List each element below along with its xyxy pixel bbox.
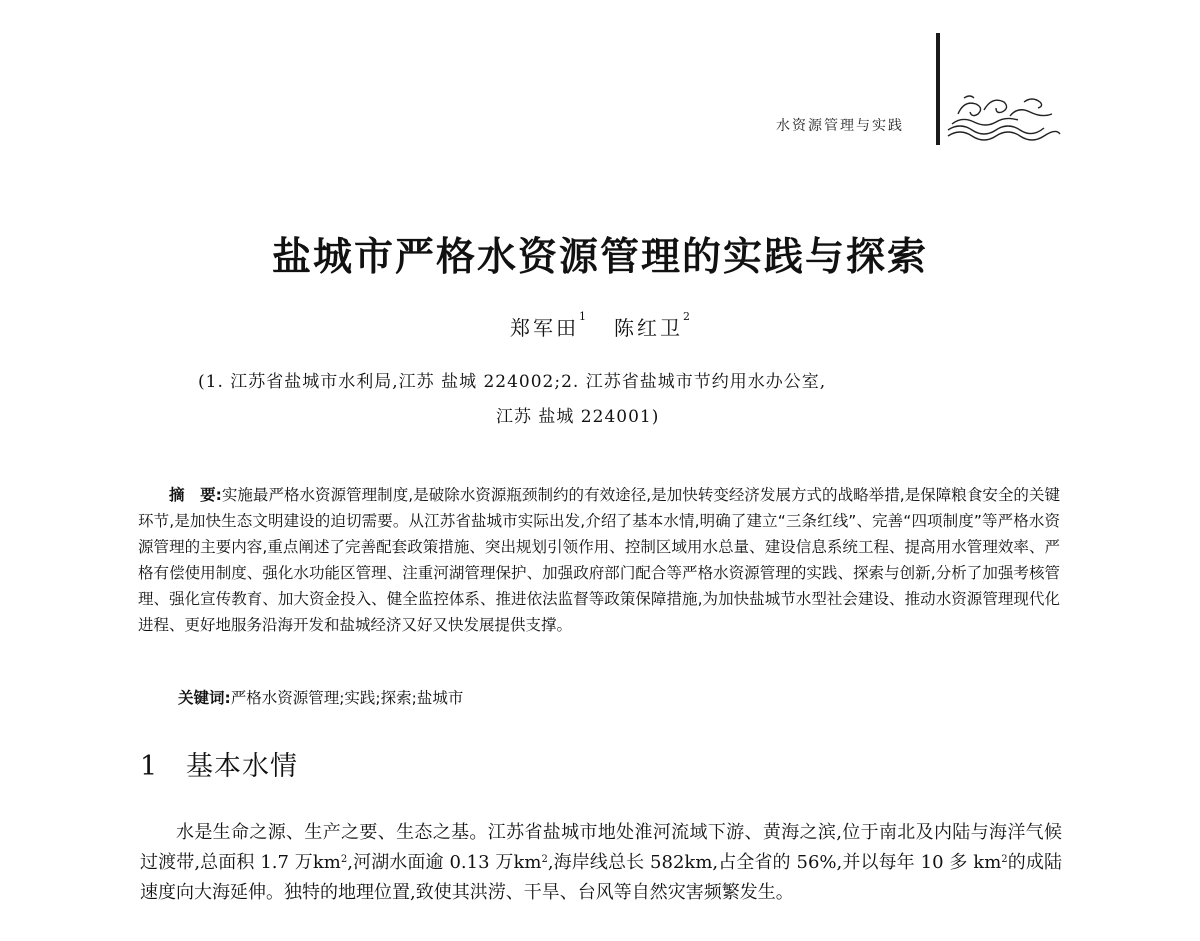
body-text-segment: ,海岸线总长 582km,占全省的 56%,并以每年 10 多 km: [547, 852, 1002, 873]
abstract: [138, 482, 1060, 638]
superscript: 2: [1001, 854, 1008, 865]
body-text-segment: 的成陆速度向大海延伸。独特的地理位置,致使其洪涝、干旱、台风等自然灾害频繁发生。: [140, 852, 1062, 903]
author-affiliation-mark: 2: [683, 310, 690, 323]
abstract-text: 实施最严格水资源管理制度,是破除水资源瓶颈制约的有效途径,是加快转变经济发展方式的战略举措,是保障粮食安全的关键环节,是加快生态文明建设的迫切需要。从江苏省盐城市实际出发,介绍了基本水情,明确了建立“三条红线”、完善“四项制度”等严格水资源管理的主要内容,重点阐述了完善配套政策措施、突出规划引领作用、控制区域用水总量、建设信息系统工程、提高用水管理效率、严格有偿使用制度、强化水功能区管理、注重河湖管理保护、加强政府部门配合等严格水资源管理的实践、探索与创新,分析了加强考核管理、强化宣传教育、加大资金投入、健全监控体系、推进依法监督等政策保障措施,为加快盐城节水型社会建设、推动水资源管理现代化进程、更好地服务沿海开发和盐城经济又好又快发展提供支撑。: [138, 486, 1060, 634]
superscript: 2: [340, 854, 348, 865]
keywords-text: 严格水资源管理;实践;探索;盐城市: [230, 689, 464, 707]
body-text-segment: 水是生命之源、生产之要、生态之基。江苏省盐城市地处淮河流域下游、黄海之滨,位于南北及内陆与海洋气候过渡带,总面积 1.7 万km: [140, 822, 1062, 873]
author-name: 陈红卫: [614, 316, 683, 340]
section-number: 1: [140, 751, 159, 782]
body-text-segment: ,河湖水面逾 0.13 万km: [347, 852, 542, 873]
author-affiliation-mark: 1: [579, 310, 586, 323]
author-list: [0, 312, 1200, 341]
keywords: [178, 685, 463, 711]
wave-logo-icon: [944, 92, 1062, 142]
keywords-label: 关键词:: [178, 689, 231, 707]
section-title: 基本水情: [186, 751, 298, 782]
affiliation-line: (1. 江苏省盐城市水利局,江苏 盐城 224002;2. 江苏省盐城市节约用水办公室,: [198, 372, 827, 392]
header-rule: [936, 33, 940, 145]
affiliation-line: 江苏 盐城 224001): [496, 407, 660, 427]
abstract-label: 摘 要:: [169, 486, 222, 504]
running-head: 水资源管理与实践: [776, 118, 904, 134]
body-paragraph: [140, 818, 1062, 908]
superscript: 2: [541, 854, 548, 865]
article-title: 盐城市严格水资源管理的实践与探索: [271, 234, 928, 280]
author-name: 郑军田: [510, 316, 579, 340]
section-heading: [140, 744, 298, 783]
